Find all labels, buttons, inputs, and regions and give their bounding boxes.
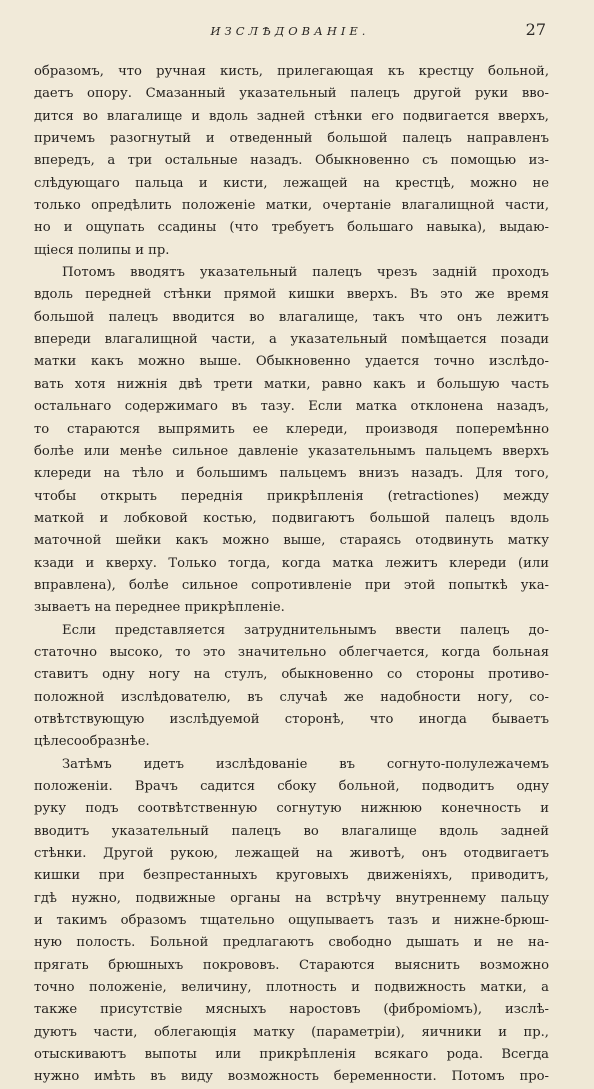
text-line: маточной шейки какъ можно выше, стараясь отодвинуть матку — [34, 533, 549, 549]
text-line: вводитъ указательный палецъ во влагалище вдоль задней — [34, 823, 549, 839]
text-line: только опредѣлить положеніе матки, очертаніе влагалищной части, — [34, 198, 549, 214]
text-line: матки какъ можно выше. Обыкновенно удается точно изслѣдо- — [34, 354, 549, 370]
text-line: но и ощупать ссадины (что требуетъ большаго навыка), выдаю- — [34, 220, 549, 236]
text-line: впереди влагалищной части, а указательный помѣщается позади — [34, 332, 549, 348]
text-line: вправлена), болѣе сильное сопротивленіе при этой попыткѣ ука- — [34, 577, 549, 593]
text-line: дуютъ части, облегающія матку (параметріи), яичники и пр., — [34, 1024, 549, 1040]
running-title: ИЗСЛѢДОВАНІЕ. — [210, 24, 370, 38]
body-text — [34, 61, 549, 1089]
text-line: остальнаго содержимаго въ тазу. Если матка отклонена назадъ, — [34, 399, 549, 415]
text-line: вдоль передней стѣнки прямой кишки вверхъ. Въ это же время — [34, 287, 549, 303]
text-line: также присутствіе мясныхъ наростовъ (фиброміомъ), изслѣ- — [34, 1002, 549, 1018]
text-line: дится во влагалище и вдоль задней стѣнки его подвигается вверхъ, — [34, 108, 549, 124]
text-line: ную полость. Больной предлагаютъ свободно дышать и не на- — [34, 935, 549, 951]
text-line: положной изслѣдователю, въ случаѣ же надобности ногу, со- — [34, 689, 549, 705]
text-line: Если представляется затруднительнымъ ввести палецъ до- — [62, 622, 549, 638]
text-line: статочно высоко, то это значительно облегчается, когда больная — [34, 644, 549, 660]
text-line: щіеся полипы и пр. — [34, 242, 170, 258]
text-line: слѣдующаго пальца и кисти, лежащей на крестцѣ, можно не — [34, 175, 549, 191]
text-line: отыскиваютъ выпоты или прикрѣпленія всякаго рода. Всегда — [34, 1047, 549, 1063]
text-line: чтобы открыть переднія прикрѣпленія (retractiones) между — [34, 488, 549, 504]
text-line: образомъ, что ручная кисть, прилегающая къ крестцу больной, — [34, 64, 549, 79]
page-header — [34, 20, 546, 46]
text-line: ставитъ одну ногу на стулъ, обыкновенно со стороны противо- — [34, 667, 549, 683]
text-line: причемъ разогнутый и отведенный большой палецъ направленъ — [34, 131, 549, 147]
text-line: гдѣ нужно, подвижные органы на встрѣчу внутреннему пальцу — [34, 890, 549, 906]
text-line: кишки при безпрестанныхъ круговыхъ движеніяхъ, приводитъ, — [34, 868, 549, 884]
text-line: положеніи. Врачъ садится сбоку больной, подводитъ одну — [34, 779, 549, 794]
text-line: вать хотя нижнія двѣ трети матки, равно какъ и большую часть — [34, 376, 549, 392]
text-line: прягать брюшныхъ покрововъ. Стараются выяснить возможно — [34, 957, 549, 973]
text-line: и такимъ образомъ тщательно ощупываетъ тазъ и нижне-брюш- — [34, 913, 549, 929]
text-line: большой палецъ вводится во влагалище, такъ что онъ лежитъ — [34, 309, 549, 325]
text-line: Потомъ вводятъ указательный палецъ чрезъ задній проходъ — [62, 265, 549, 281]
page-number: 27 — [525, 20, 546, 39]
text-line: впередъ, а три остальные назадъ. Обыкновенно съ помощью из- — [34, 153, 549, 169]
text-line: отвѣтствующую изслѣдуемой сторонѣ, что иногда бываетъ — [34, 711, 549, 727]
text-line: точно положеніе, величину, плотность и подвижность матки, а — [34, 980, 549, 996]
text-line: Затѣмъ идетъ изслѣдованіе въ согнуто-полулежачемъ — [62, 756, 549, 772]
text-line: даетъ опору. Смазанный указательный палецъ другой руки вво- — [34, 86, 549, 102]
text-line: стѣнки. Другой рукою, лежащей на животѣ, онъ отодвигаетъ — [34, 846, 549, 862]
text-line: болѣе или менѣе сильное давленіе указательнымъ пальцемъ вверхъ — [34, 443, 549, 459]
text-line: цѣлесообразнѣе. — [34, 734, 150, 750]
text-line: кзади и кверху. Только тогда, когда матка лежитъ клереди (или — [34, 555, 549, 571]
text-line: клереди на тѣло и большимъ пальцемъ внизъ назадъ. Для того, — [34, 466, 549, 482]
text-line: зываетъ на переднее прикрѣпленіе. — [34, 600, 285, 616]
text-line: руку подъ соотвѣтственную согнутую нижнюю конечность и — [34, 801, 549, 817]
text-line: маткой и лобковой костью, подвигаютъ большой палецъ вдоль — [34, 510, 549, 526]
text-line: то стараются выпрямить ее клереди, производя поперемѣнно — [34, 421, 549, 437]
text-line: нужно имѣть въ виду возможность беременности. Потомъ про- — [34, 1069, 549, 1085]
